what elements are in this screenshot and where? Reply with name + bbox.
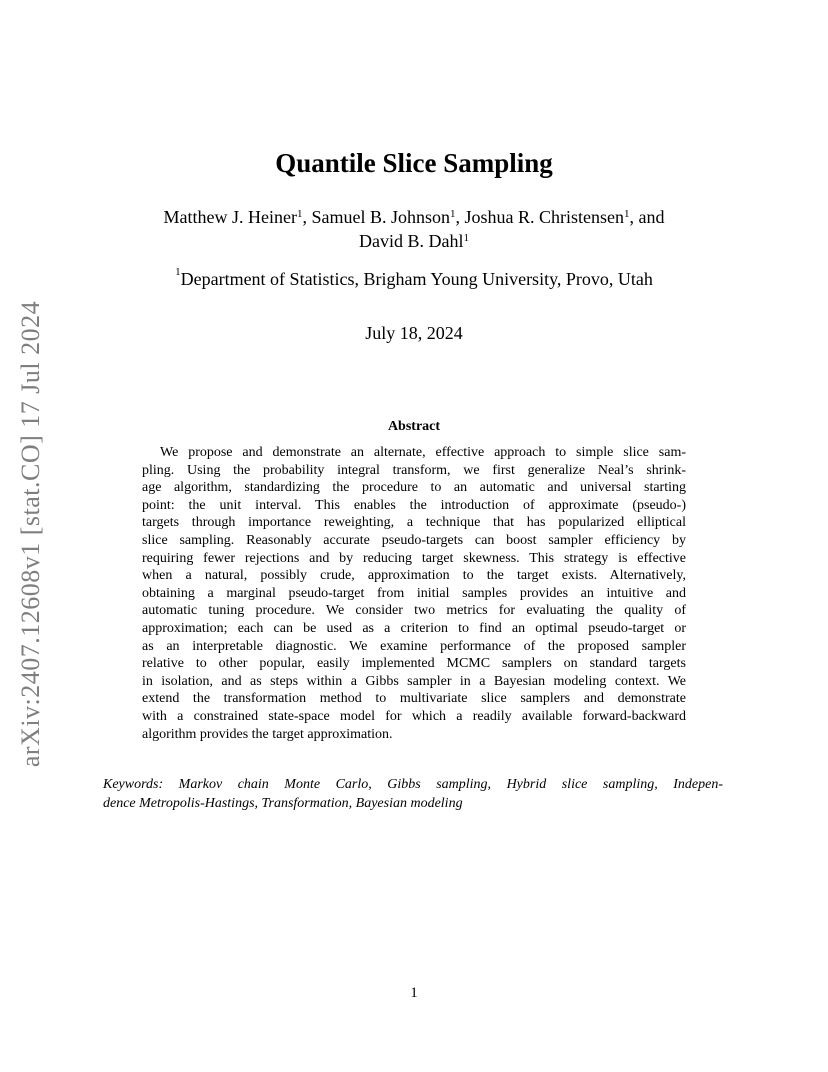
keywords xyxy=(103,775,723,813)
author-line-1 xyxy=(100,205,728,229)
abstract-body xyxy=(142,444,686,743)
author-affiliation-mark: 1 xyxy=(623,208,630,220)
author-separator: , and xyxy=(629,207,665,227)
affiliation-text: Department of Statistics, Brigham Young University, Provo, Utah xyxy=(180,269,653,289)
author-name: Samuel B. Johnson xyxy=(311,207,450,227)
abstract-line: as an interpretable diagnostic. We examine performance of the proposed sampler xyxy=(142,638,686,654)
abstract-heading: Abstract xyxy=(387,419,441,434)
affiliation xyxy=(0,266,828,290)
author-name: Matthew J. Heiner xyxy=(163,207,297,227)
abstract-line: extend the transformation method to multivariate slice samplers and demonstrate xyxy=(142,691,686,707)
abstract-line: slice sampling. Reasonably accurate pseudo-targets can boost sampler efficiency by xyxy=(142,532,686,548)
abstract-line: requiring fewer rejections and by reducing target skewness. This strategy is effective xyxy=(142,550,686,566)
author-separator: , xyxy=(302,207,312,227)
arxiv-identifier: arXiv:2407.12608v1 [stat.CO] 17 Jul 2024 xyxy=(16,300,45,768)
author-affiliation-mark: 1 xyxy=(449,208,456,220)
author-list xyxy=(100,205,728,253)
abstract-line: obtaining a marginal pseudo-target from initial samples provides an intuitive and xyxy=(142,585,686,601)
affiliation-mark: 1 xyxy=(175,266,181,278)
page-number: 1 xyxy=(410,985,418,1001)
author-affiliation-mark: 1 xyxy=(463,232,469,244)
author-name: David B. Dahl xyxy=(359,231,464,251)
abstract-line: in isolation, and as steps within a Gibbs sampler in a Bayesian modeling context. We xyxy=(142,673,686,689)
author-affiliation-mark: 1 xyxy=(296,208,303,220)
abstract-line: age algorithm, standardizing the procedure to an automatic and universal starting xyxy=(142,480,686,496)
abstract-line: automatic tuning procedure. We consider two metrics for evaluating the quality of xyxy=(142,603,686,619)
keywords-line: dence Metropolis-Hastings, Transformation, Bayesian modeling xyxy=(103,796,463,811)
author-separator: , xyxy=(455,207,465,227)
keywords-line: Keywords: Markov chain Monte Carlo, Gibbs sampling, Hybrid slice sampling, Indepen- xyxy=(103,777,723,792)
abstract-line: when a natural, possibly crude, approximation to the target exists. Alternatively, xyxy=(142,568,686,584)
abstract-line: algorithm provides the target approximation. xyxy=(142,726,393,742)
abstract-line: pling. Using the probability integral transform, we first generalize Neal’s shrink- xyxy=(142,462,686,478)
abstract-line: with a constrained state-space model for which a readily available forward-backward xyxy=(142,708,686,724)
author-line-2 xyxy=(100,229,728,253)
author-name: Joshua R. Christensen xyxy=(464,207,624,227)
paper-title: Quantile Slice Sampling xyxy=(275,148,553,178)
abstract-line: We propose and demonstrate an alternate, effective approach to simple slice sam- xyxy=(160,445,686,460)
publication-date: July 18, 2024 xyxy=(365,323,463,343)
abstract-line: relative to other popular, easily implemented MCMC samplers on standard targets xyxy=(142,656,686,672)
arxiv-side-stamp xyxy=(11,294,51,774)
abstract-line: targets through importance reweighting, a technique that has popularized elliptical xyxy=(142,515,686,531)
abstract-line: point: the unit interval. This enables the introduction of approximate (pseudo-) xyxy=(142,497,686,513)
abstract-line: approximation; each can be used as a criterion to find an optimal pseudo-target or xyxy=(142,620,686,636)
